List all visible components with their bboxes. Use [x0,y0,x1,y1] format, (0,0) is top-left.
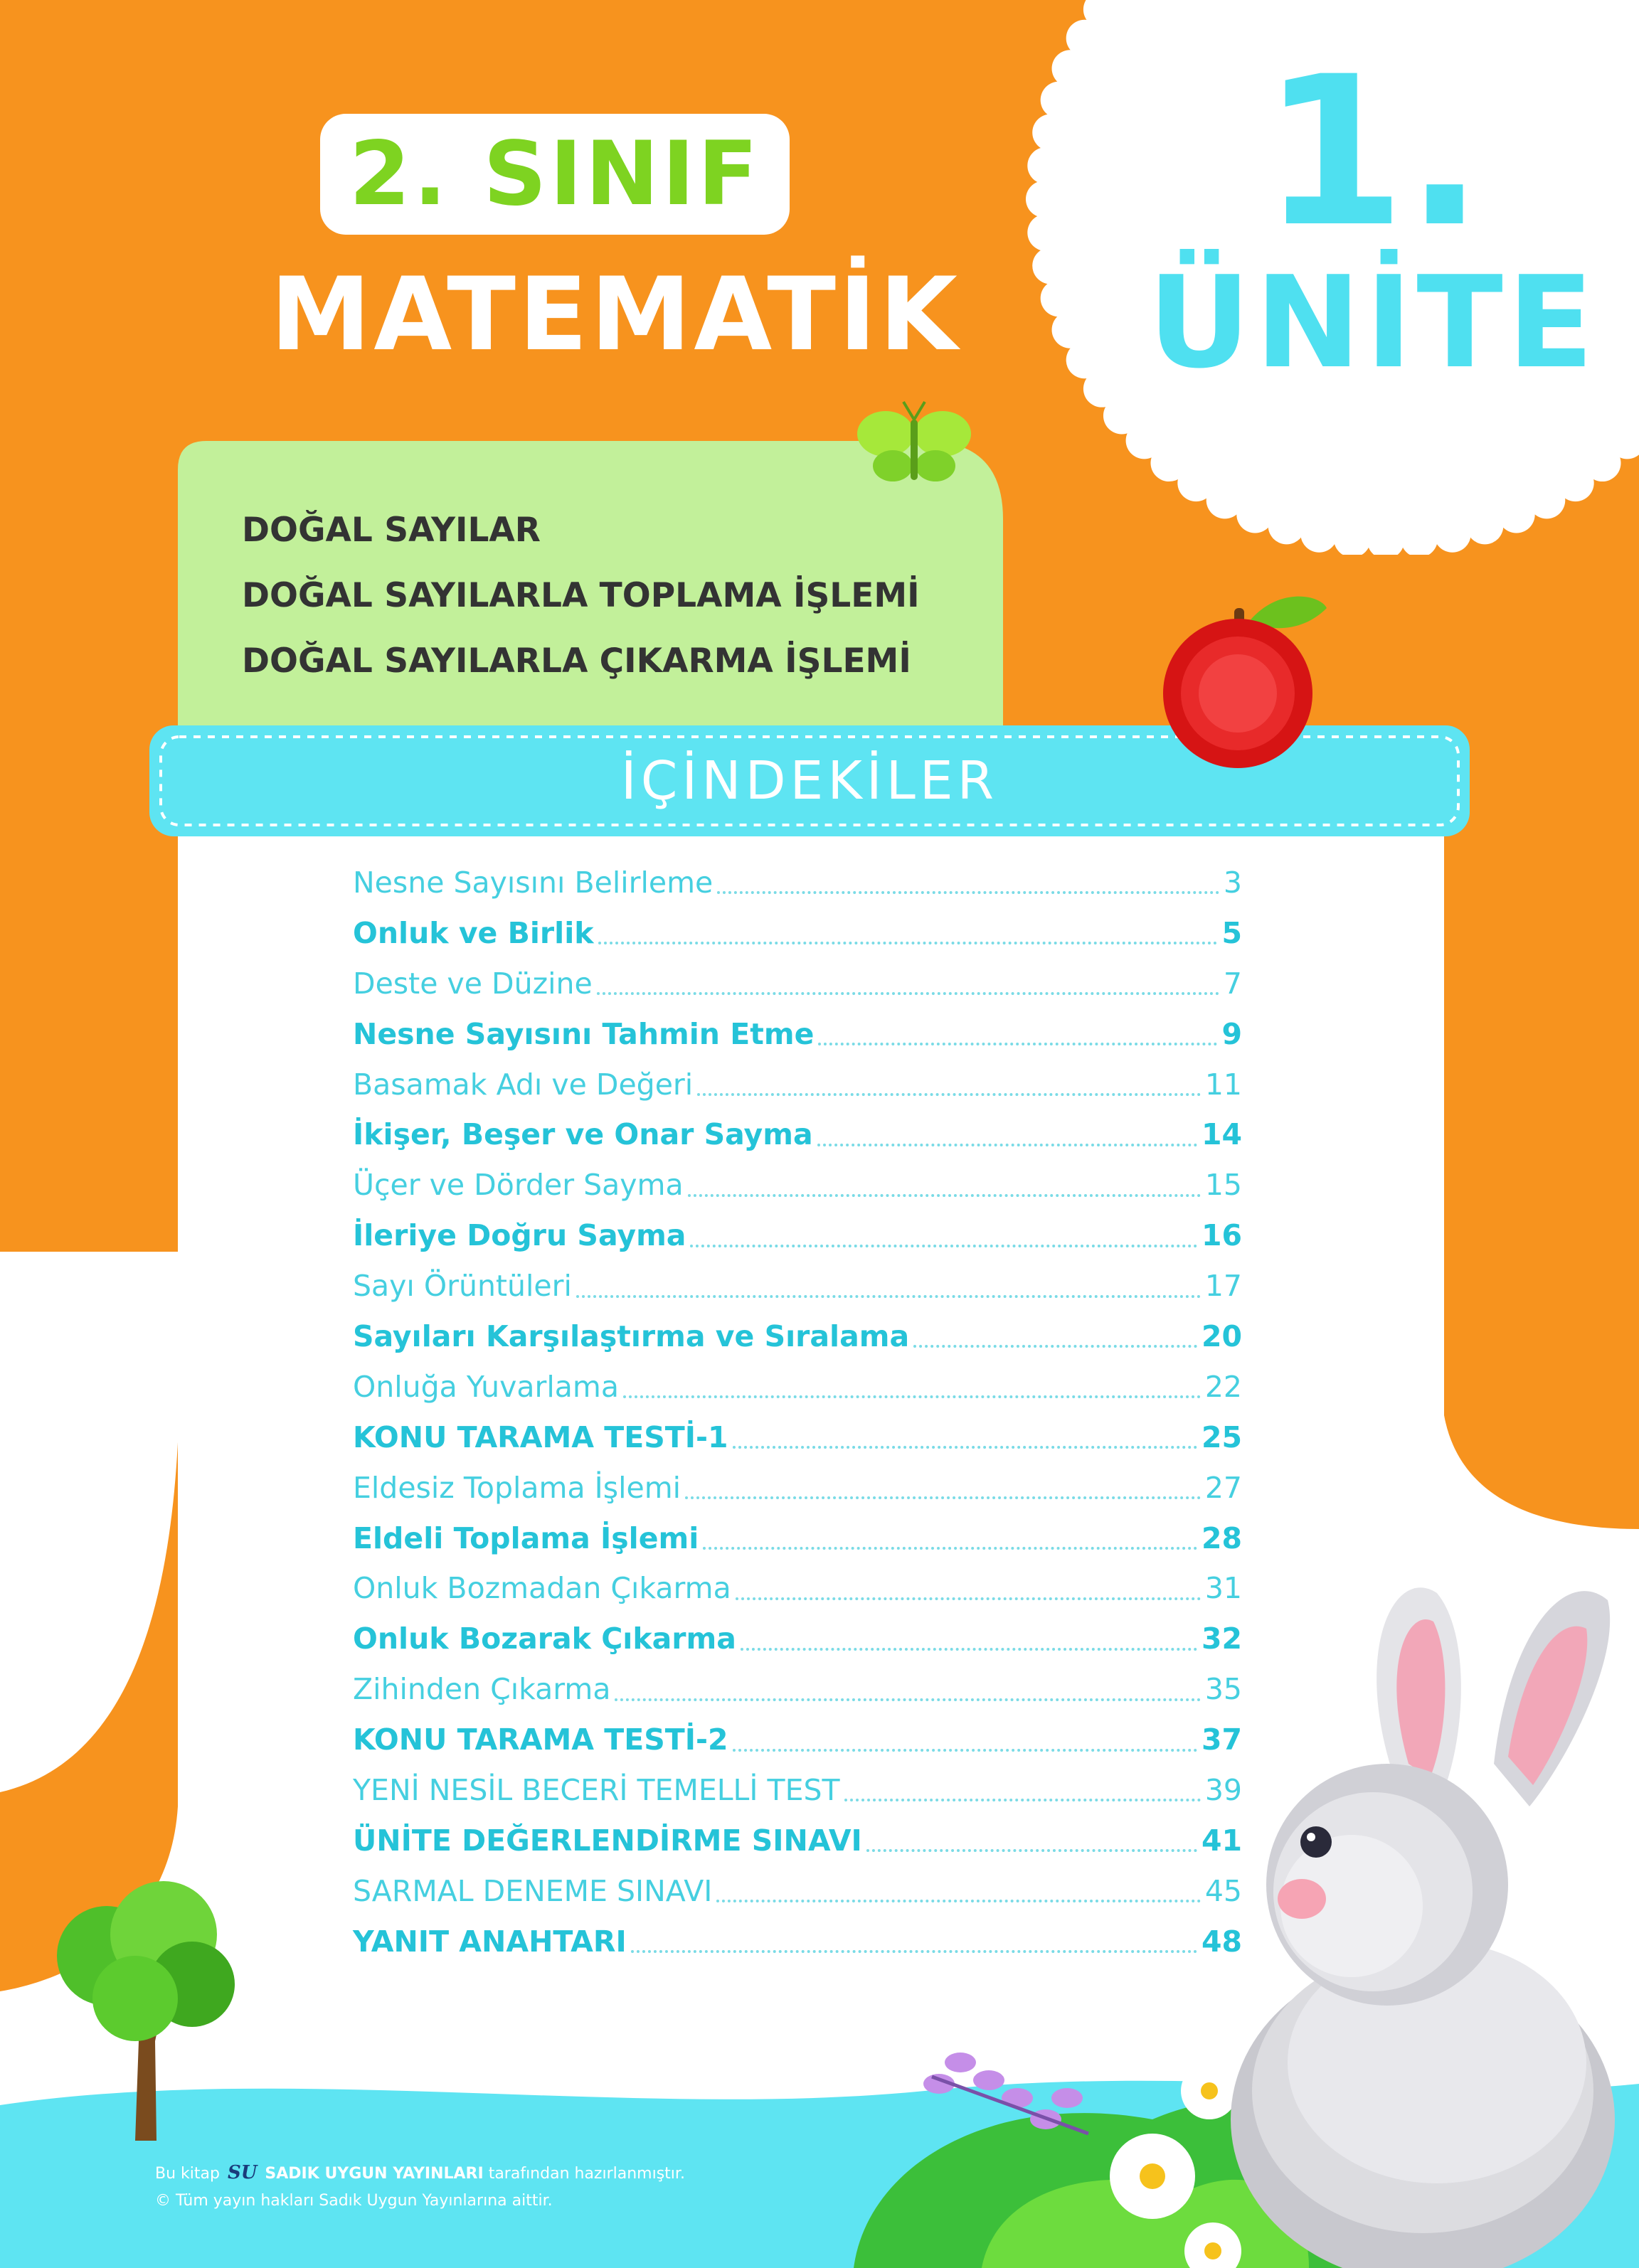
toc-entry-page: 32 [1201,1622,1242,1656]
toc-entry-label: KONU TARAMA TESTİ-2 [353,1723,728,1757]
footer-prefix: Bu kitap [155,2165,220,2183]
toc-leader-dots [690,1245,1197,1247]
toc-entry-page: 9 [1221,1016,1242,1051]
toc-entry-page: 39 [1204,1773,1242,1808]
toc-entry-page: 37 [1201,1723,1242,1757]
scallop-dot [1027,147,1064,184]
topic-item: DOĞAL SAYILAR [242,511,541,550]
toc-leader-dots [688,1194,1201,1197]
toc-entry-page: 17 [1204,1269,1242,1304]
toc-entry-label: Onluk Bozmadan Çıkarma [353,1571,731,1606]
toc-entry-page: 41 [1201,1823,1242,1858]
toc-entry-page: 15 [1204,1168,1242,1203]
publisher-logo: SU [227,2162,258,2183]
toc-entry-label: Onluğa Yuvarlama [353,1369,619,1404]
toc-entry-label: ÜNİTE DEĞERLENDİRME SINAVI [353,1823,862,1858]
scallop-dot [1434,516,1471,553]
toc-entry [353,1463,1242,1513]
subject-title: MATEMATİK [270,256,960,373]
toc-leader-dots [913,1345,1197,1348]
toc-entry-label: Nesne Sayısını Belirleme [353,866,714,900]
grade-badge [320,114,790,235]
topic-item: DOĞAL SAYILARLA TOPLAMA İŞLEMİ [242,576,920,615]
scallop-dot [1041,279,1078,316]
toc-entry-page: 16 [1201,1218,1242,1253]
toc-entry [353,1261,1242,1311]
toc-entry-label: SARMAL DENEME SINAVI [353,1873,713,1908]
scallop-dot [1026,181,1063,218]
unit-number: 1. [1262,33,1484,272]
publisher-name: SADIK UYGUN YAYINLARI [265,2165,484,2183]
toc-entry-page: 20 [1201,1319,1242,1354]
toc-entry-label: YENİ NESİL BECERİ TEMELLİ TEST [353,1773,840,1808]
scallop-dot [1027,214,1064,251]
toc-entry [353,1210,1242,1261]
toc-entry [353,1060,1242,1110]
unit-topics [242,498,989,694]
unit-label: ÜNİTE [1147,249,1598,396]
scallop-dot [1367,522,1404,555]
toc-entry [353,858,1242,908]
toc-entry [353,1412,1242,1463]
footer-suffix: tarafından hazırlanmıştır. [488,2165,685,2183]
toc-entry-label: İkişer, Beşer ve Onar Sayma [353,1117,813,1152]
topic-item: DOĞAL SAYILARLA ÇIKARMA İŞLEMİ [242,641,911,681]
scallop-dot [1052,312,1089,348]
scallop-dot [1466,507,1503,544]
toc-leader-dots [685,1496,1201,1499]
toc-leader-dots [697,1093,1201,1096]
toc-entry-page: 14 [1201,1117,1242,1152]
toc-leader-dots [623,1395,1201,1398]
toc-leader-dots [598,942,1218,944]
rabbit-icon [854,1550,1639,2268]
toc-entry-page: 3 [1223,866,1242,900]
toc-entry [353,1009,1242,1060]
toc-entry-label: Onluk Bozarak Çıkarma [353,1622,736,1656]
toc-entry-label: Sayı Örüntüleri [353,1269,572,1304]
toc-entry [353,1160,1242,1210]
toc-entry-label: Üçer ve Dörder Sayma [353,1168,684,1203]
toc-entry-label: Zihinden Çıkarma [353,1672,611,1707]
scallop-dot [1041,82,1078,119]
toc-entry-label: Eldeli Toplama İşlemi [353,1521,699,1555]
toc-heading: İÇİNDEKİLER [620,750,999,811]
toc-entry-page: 35 [1204,1672,1242,1707]
toc-entry-label: Deste ve Düzine [353,966,593,1001]
toc-entry-label: YANIT ANAHTARI [353,1924,627,1959]
toc-entry [353,908,1242,959]
toc-entry-label: Eldesiz Toplama İşlemi [353,1470,681,1505]
toc-entry [353,959,1242,1009]
toc-entry-page: 28 [1201,1521,1242,1555]
scallop-dot [1498,496,1535,533]
toc-leader-dots [818,1043,1217,1045]
toc-entry-label: KONU TARAMA TESTİ-1 [353,1420,728,1454]
scallop-dot [1300,516,1337,553]
toc-leader-dots [597,992,1219,995]
grade-label: 2. SINIF [349,123,761,225]
scallop-dot [1268,507,1305,544]
toc-entry-label: Sayıları Karşılaştırma ve Sıralama [353,1319,910,1354]
toc-entry-page: 31 [1204,1571,1242,1606]
scallop-dot [1032,247,1069,284]
toc-entry-label: Basamak Adı ve Değeri [353,1067,694,1102]
scallop-dot [1032,114,1069,151]
toc-leader-dots [717,891,1219,894]
toc-entry-label: İleriye Doğru Sayma [353,1218,686,1253]
toc-entry-page: 11 [1204,1067,1242,1102]
toc-entry-page: 25 [1201,1420,1242,1454]
toc-entry-page: 22 [1204,1369,1242,1404]
apple-icon [1149,580,1334,772]
footer-credits [155,2159,866,2215]
toc-entry-page: 48 [1201,1924,1242,1959]
butterfly-icon [854,398,975,498]
toc-entry [353,1362,1242,1412]
footer-line-1 [155,2159,866,2188]
tree-icon [43,1878,249,2148]
toc-entry-page: 7 [1223,966,1242,1001]
toc-entry-page: 45 [1204,1873,1242,1908]
toc-leader-dots [817,1144,1197,1146]
toc-leader-dots [703,1547,1197,1550]
toc-entry [353,1109,1242,1160]
toc-entry-page: 5 [1221,915,1242,950]
toc-entry-page: 27 [1204,1470,1242,1505]
toc-entry-label: Nesne Sayısını Tahmin Etme [353,1016,815,1051]
toc-leader-dots [733,1446,1197,1449]
scallop-dot [1334,521,1371,555]
toc-leader-dots [576,1295,1201,1298]
footer-copyright: © Tüm yayın hakları Sadık Uygun Yayınlarına aittir. [155,2192,553,2210]
toc-entry [353,1311,1242,1362]
toc-entry-label: Onluk ve Birlik [353,915,594,950]
scallop-dot [1401,521,1438,555]
